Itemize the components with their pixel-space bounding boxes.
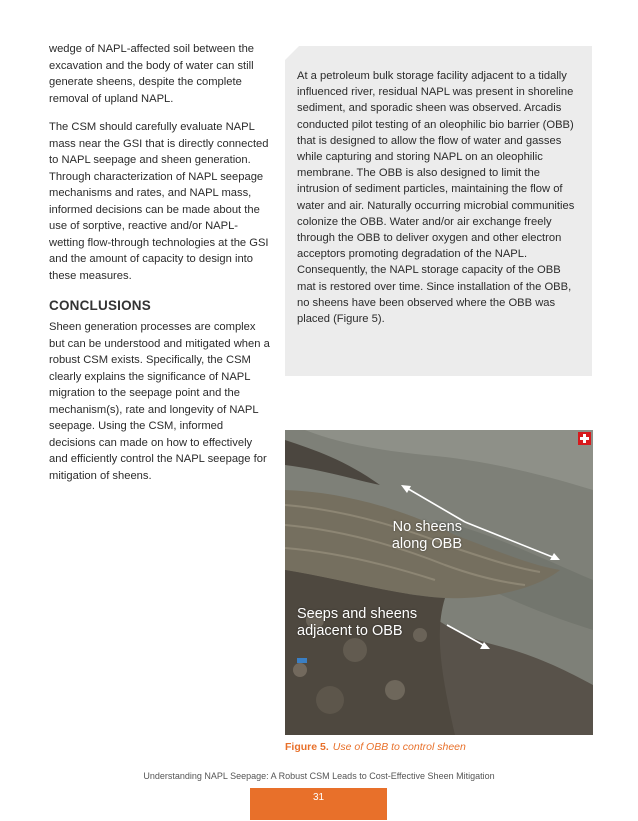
body-paragraph: Sheen generation processes are complex but can be understood and mitigated when a robust CSM exists. Specifically, the CSM clearly explains the significance of NAPL migration to the seepage point and the mechanism(s), rate and longevity of NAPL seepage. Using the CSM, informed decisions can made on how to effectively and efficiently control the NAPL seepage for mitigation of sheens.: [49, 321, 270, 482]
figure-caption: [285, 741, 466, 753]
callout-corner-notch: [285, 46, 299, 60]
swiss-flag-icon: [578, 432, 591, 445]
shoreline-photo-illustration: [285, 430, 593, 735]
body-paragraph: The CSM should carefully evaluate NAPL mass near the GSI that is directly connected to NAPL seepage and sheen generation. Through characterization of NAPL seepage mechanisms and rates, and NAPL mass, informed decisions can be made about the use of sorptive, reactive and/or NAPL-wetting flow-through technologies at the GSI and the amount of capacity to design into these measures.: [49, 121, 269, 282]
running-footer: Understanding NAPL Seepage: A Robust CSM Leads to Cost-Effective Sheen Mitigation: [143, 771, 495, 781]
left-column: [49, 41, 271, 496]
case-study-callout: [285, 46, 592, 376]
body-paragraph: wedge of NAPL-affected soil between the excavation and the body of water can still generate sheens, despite the complete removal of upland NAPL.: [49, 43, 255, 105]
figure-caption-text: Use of OBB to control sheen: [332, 741, 466, 753]
photo-label-seeps: Seeps and sheens adjacent to OBB: [297, 606, 418, 639]
figure-photo: [285, 430, 593, 735]
photo-label-no-sheens: No sheens along OBB: [391, 519, 462, 552]
figure-number: Figure 5.: [285, 741, 329, 753]
section-heading-conclusions: CONCLUSIONS: [49, 298, 151, 313]
page-number: 31: [250, 788, 387, 820]
callout-text: At a petroleum bulk storage facility adjacent to a tidally influenced river, residual NAPL was present in shoreline sediment, and sporadic sheen was observed. Arcadis conducted pilot testing of an oleophilic bio barrier (OBB) that is designed to allow the flow of water and gasses while capturing and storing NAPL on an oleophilic membrane. The OBB is also designed to limit the intrusion of sediment particles, maintaining the flow of water and air. Naturally occurring microbial communities colonize the OBB. Water and/or air exchange freely through the OBB to deliver oxygen and other electron acceptors promoting degradation of the NAPL. Consequently, the NAPL storage capacity of the OBB mat is restored over time. Since installation of the OBB, no sheens have been observed where the OBB was placed (Figure 5).: [297, 70, 575, 326]
